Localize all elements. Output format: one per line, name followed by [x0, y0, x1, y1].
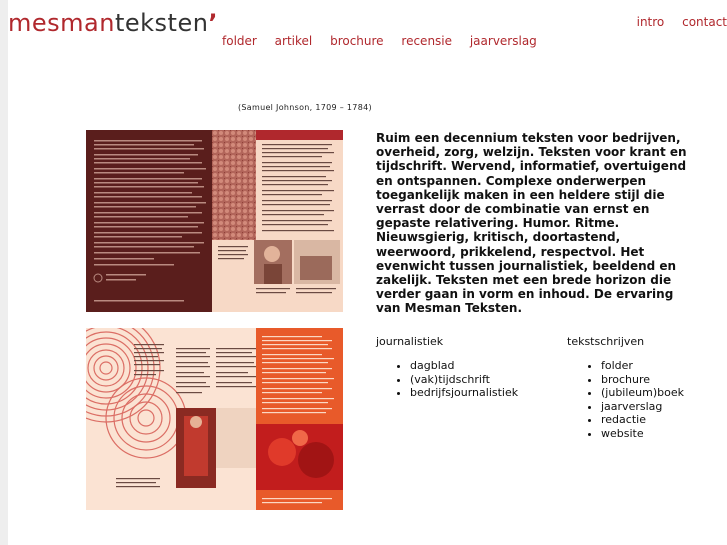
- list-item: • jaarverslag: [601, 400, 684, 414]
- logo-part-mesman: mesman: [8, 9, 115, 37]
- list-item: • bedrijfsjournalistiek: [410, 386, 518, 400]
- nav-link-recensie[interactable]: recensie: [401, 34, 453, 48]
- nav-link-folder[interactable]: folder: [222, 34, 257, 48]
- list-item: • dagblad: [410, 359, 518, 373]
- nav-link-contact[interactable]: contact: [682, 15, 727, 29]
- list-item: • folder: [601, 359, 684, 373]
- main-nav: [222, 34, 551, 48]
- list-item: • (vak)tijdschrift: [410, 373, 518, 387]
- logo[interactable]: [8, 10, 218, 36]
- logo-part-teksten: teksten: [114, 9, 209, 37]
- list-item: • redactie: [601, 413, 684, 427]
- nav-link-brochure[interactable]: brochure: [330, 34, 384, 48]
- top-nav: [623, 15, 727, 29]
- page: [8, 0, 727, 545]
- journalistiek-list: [376, 359, 518, 400]
- list-item: • website: [601, 427, 684, 441]
- nav-link-intro[interactable]: intro: [636, 15, 665, 29]
- nav-link-jaarverslag[interactable]: jaarverslag: [469, 34, 537, 48]
- brochure-spread-image-1: [86, 130, 343, 312]
- journalistiek-heading: journalistiek: [376, 335, 444, 348]
- tekstschrijven-heading: tekstschrijven: [567, 335, 645, 348]
- list-item: • (jubileum)boek: [601, 386, 684, 400]
- nav-link-artikel[interactable]: artikel: [274, 34, 313, 48]
- brochure-spread-image-2: [86, 328, 343, 510]
- logo-apostrophe: ’: [208, 9, 219, 37]
- services-journalistiek: [376, 335, 518, 400]
- tekstschrijven-list: [567, 359, 684, 441]
- list-item: • brochure: [601, 373, 684, 387]
- intro-text: Ruim een decennium teksten voor bedrijven, overheid, zorg, welzijn. Teksten voor krant en tijdschrift. Wervend, informatief, overtuigend en ontspannen. Complexe onderwerpen toegankelijk maken in een heldere stijl die verrast door de combinatie van ernst en gepaste relativering. Humor. Ritme. Nieuwsgierig, kritisch, doortastend, weerwoord, prikkelend, respectvol. Het evenwicht tussen journalistiek, beeldend en zakelijk. Teksten met een brede horizon die verder gaan in vorm en inhoud. De ervaring van Mesman Teksten.: [376, 131, 687, 316]
- quote-attribution: (Samuel Johnson, 1709 – 1784): [238, 103, 372, 112]
- services-tekstschrijven: [567, 335, 684, 441]
